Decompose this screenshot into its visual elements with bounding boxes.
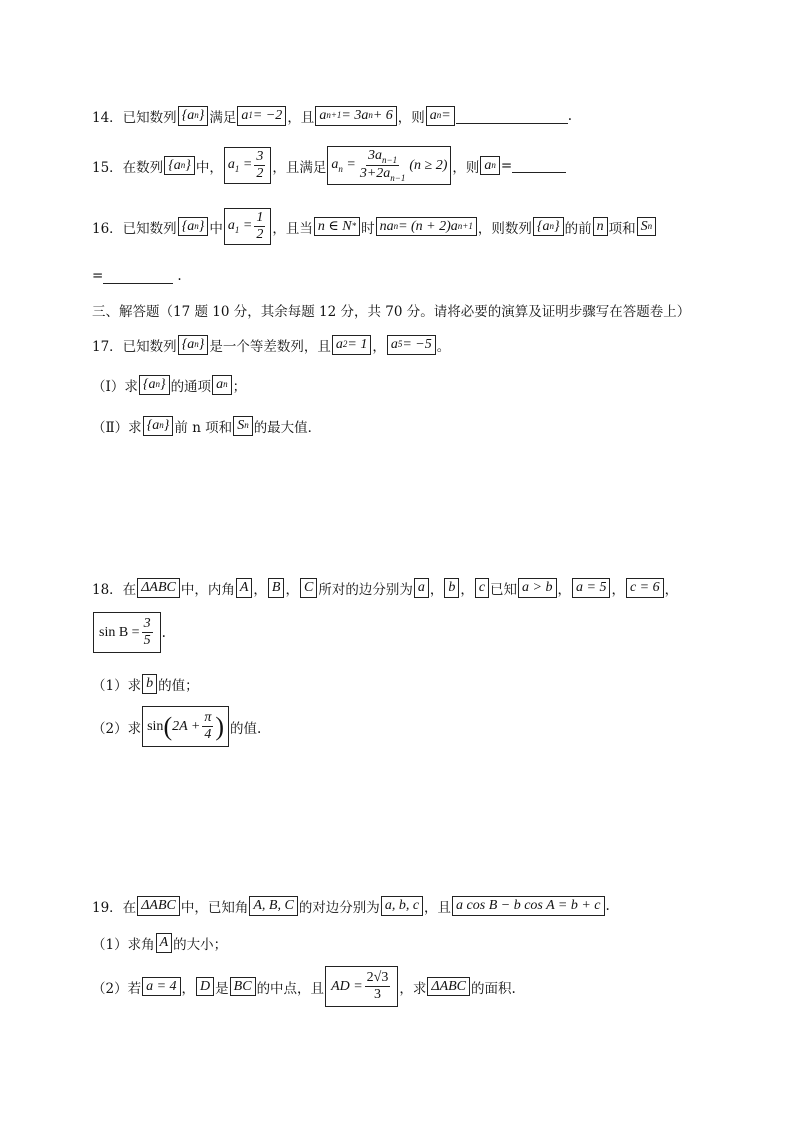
- q14-math-an: a n =: [426, 106, 455, 125]
- q18-text: ，: [557, 582, 571, 598]
- q17-text: （Ⅰ）求: [92, 379, 138, 395]
- q19-math-A: A: [156, 933, 173, 952]
- q16-text: ，则数列: [477, 220, 532, 237]
- q14-text: 满足: [209, 110, 237, 126]
- q18-math-sinB: [93, 612, 161, 653]
- q18-math-C: C: [300, 578, 317, 597]
- q17-math-seq: {a n }: [143, 416, 174, 435]
- q16-text: =: [92, 268, 104, 284]
- q18-text: （1）求: [92, 678, 142, 694]
- question-18-part2: [92, 706, 261, 747]
- question-17: [92, 335, 450, 355]
- fraction: [358, 148, 408, 183]
- denominator: 3: [374, 987, 382, 1003]
- q19-text: （1）求角: [92, 937, 155, 953]
- answer-blank[interactable]: [512, 158, 566, 173]
- section-heading-text: 三、解答题（17 题 10 分，其余每题 12 分，共 70 分。请将必要的演算及证明步骤写在答题卷上）: [92, 304, 691, 320]
- q19-math-ABC: A, B, C: [249, 896, 297, 915]
- question-19: [92, 896, 610, 916]
- q15-text: =: [500, 157, 513, 174]
- numerator: 2√3: [365, 970, 391, 987]
- q19-text: 19．在: [92, 900, 137, 916]
- paren-left: (: [163, 711, 173, 741]
- q16-math-sn: S n: [637, 217, 657, 236]
- q14-math-seq: {a n }: [178, 106, 209, 125]
- math-lhs: $a_1$ =: [227, 156, 253, 174]
- q18-math-a-gt-b: a > b: [518, 578, 556, 597]
- numerator: 1: [254, 210, 265, 227]
- q14-text: .: [567, 108, 573, 124]
- q18-text: ，: [429, 582, 444, 598]
- q15-math-seq: {a n }: [164, 156, 195, 175]
- math-lhs: $a_1$ =: [227, 217, 253, 235]
- denominator: 2: [256, 227, 264, 243]
- question-14: [92, 106, 572, 126]
- q18-text: ，: [611, 582, 625, 598]
- numerator: 3: [142, 616, 153, 633]
- question-17-part2: [92, 416, 321, 436]
- fraction: [254, 149, 265, 182]
- q18-math-b: b: [142, 674, 157, 693]
- q19-math-a-eq-4: a = 4: [142, 977, 180, 996]
- math-condition: (n ≥ 2): [409, 157, 448, 173]
- q17-text: （Ⅱ）求: [92, 420, 142, 436]
- q15-text: 15．在数列: [92, 159, 164, 176]
- q19-text: .: [605, 898, 610, 914]
- math-lhs: AD =: [331, 978, 363, 994]
- q15-math-recurrence: [327, 146, 451, 185]
- q19-text: 的中点，且: [256, 980, 325, 997]
- math-lhs: $a_n$ =: [331, 156, 356, 174]
- q19-math-AD: [325, 966, 398, 1007]
- q18-text: 所对的边分别为: [318, 582, 413, 598]
- q15-text: 中，: [195, 159, 223, 176]
- denominator: 2: [256, 166, 264, 182]
- q18-math-b: b: [444, 578, 459, 597]
- q18-text: ，: [664, 582, 679, 598]
- math-func: sin: [147, 718, 164, 734]
- denominator: 5: [143, 633, 151, 649]
- q17-text: 的通项: [170, 379, 212, 395]
- math-lhs: sin B =: [99, 624, 140, 640]
- fraction: [142, 616, 153, 649]
- q18-text: ，: [285, 582, 299, 598]
- q16-math-condition: n ∈ N *: [314, 217, 360, 236]
- section-heading: [92, 300, 690, 320]
- q16-text: .: [177, 268, 182, 284]
- q15-math-an: a n: [480, 156, 500, 175]
- q19-text: ，且: [424, 900, 452, 916]
- q19-text: ，求: [399, 980, 427, 997]
- q19-math-BC: BC: [230, 977, 256, 996]
- q16-text: 项和: [608, 220, 636, 237]
- q19-text: 的面积.: [471, 980, 516, 997]
- paren-right: ): [215, 711, 225, 741]
- question-19-part2: [92, 966, 516, 1007]
- q17-math-seq: {a n }: [178, 335, 209, 354]
- q16-math-seq: {a n }: [533, 217, 564, 236]
- q19-math-abc: a, b, c: [381, 896, 423, 915]
- q18-text: .: [161, 624, 166, 641]
- q19-text: ，: [181, 980, 196, 997]
- question-18-line2: [92, 612, 166, 653]
- q15-text: ，且满足: [272, 159, 327, 176]
- q18-math-sin-expr: [142, 706, 229, 747]
- q14-text: 14．已知数列: [92, 110, 177, 126]
- answer-blank[interactable]: [103, 269, 173, 284]
- q16-text: 16．已知数列: [92, 220, 177, 237]
- q17-math-seq: {a n }: [139, 375, 170, 394]
- fraction: [365, 970, 391, 1003]
- math-inner: 2A +: [172, 718, 201, 734]
- q15-text: ，则: [452, 159, 480, 176]
- q19-math-D: D: [196, 977, 214, 996]
- q16-text: ，且当: [272, 220, 313, 237]
- q19-math-triangle: ΔABC: [427, 977, 470, 996]
- numerator: π: [202, 710, 213, 727]
- question-15: [92, 146, 566, 185]
- question-18-part1: [92, 674, 199, 694]
- q15-math-a1: [224, 147, 271, 184]
- q17-text: 的最大值．: [253, 420, 322, 436]
- answer-blank[interactable]: [456, 109, 568, 124]
- q18-text: 18．在: [92, 582, 137, 598]
- q18-math-a: a: [414, 578, 429, 597]
- q17-text: 。: [436, 339, 451, 355]
- question-16: [92, 208, 657, 245]
- q18-math-c-eq-6: c = 6: [626, 578, 664, 597]
- q17-math-an: a n: [212, 375, 232, 394]
- q18-math-a-eq-5: a = 5: [572, 578, 610, 597]
- q19-text: 的对边分别为: [298, 900, 380, 916]
- q16-math-seq: {a n }: [178, 217, 209, 236]
- q14-math-a1: a 1 = −2: [237, 106, 286, 125]
- q16-math-a1: [224, 208, 271, 245]
- numerator: $3a_{n-1}$: [368, 148, 398, 165]
- denominator: 4: [204, 727, 212, 743]
- q18-text: 的值.: [230, 720, 262, 737]
- q16-text: 时: [361, 220, 375, 237]
- question-18: [92, 578, 678, 598]
- q17-math-a2: a 2 = 1: [332, 335, 371, 354]
- q18-text: 的值；: [158, 678, 199, 694]
- q17-text: ，: [372, 339, 386, 355]
- q17-math-a5: a 5 = −5: [387, 335, 436, 354]
- q19-text: 是: [215, 980, 229, 997]
- q16-text: 中: [209, 220, 223, 237]
- q18-math-c: c: [475, 578, 489, 597]
- question-17-part1: [92, 375, 246, 395]
- q18-math-triangle: ΔABC: [137, 578, 180, 597]
- q18-math-B: B: [268, 578, 285, 597]
- q18-text: ，: [253, 582, 267, 598]
- q19-text: （2）若: [92, 980, 142, 997]
- q18-text: ，: [460, 582, 474, 598]
- q16-math-n: n: [593, 217, 608, 236]
- q19-text: 中，已知角: [180, 900, 249, 916]
- q17-text: 17．已知数列: [92, 339, 177, 355]
- q17-text: 前 n 项和: [174, 420, 233, 436]
- q16-text: 的前: [564, 220, 592, 237]
- q18-math-A: A: [236, 578, 253, 597]
- q17-math-sn: S n: [233, 416, 253, 435]
- q14-math-recurrence: a n+1 = 3a n + 6: [315, 106, 396, 125]
- q16-math-recurrence: na n = (n + 2)a n+1: [376, 217, 477, 236]
- q14-text: ，且: [287, 110, 315, 126]
- q18-text: 中，内角: [180, 582, 235, 598]
- fraction: [254, 210, 265, 243]
- question-16-line2: [92, 268, 182, 284]
- q14-text: ，则: [397, 110, 425, 126]
- q19-text: 的大小；: [173, 937, 228, 953]
- q18-text: 已知: [490, 582, 518, 598]
- q17-text: 是一个等差数列，且: [209, 339, 331, 355]
- q18-text: （2）求: [92, 720, 142, 737]
- q19-math-triangle: ΔABC: [137, 896, 180, 915]
- denominator: $3+2a_{n-1}$: [359, 166, 406, 183]
- fraction: [202, 710, 213, 743]
- question-19-part1: [92, 933, 227, 953]
- numerator: 3: [254, 149, 265, 166]
- q17-text: ；: [232, 379, 247, 395]
- q19-math-equation: a cos B − b cos A = b + c: [452, 896, 604, 915]
